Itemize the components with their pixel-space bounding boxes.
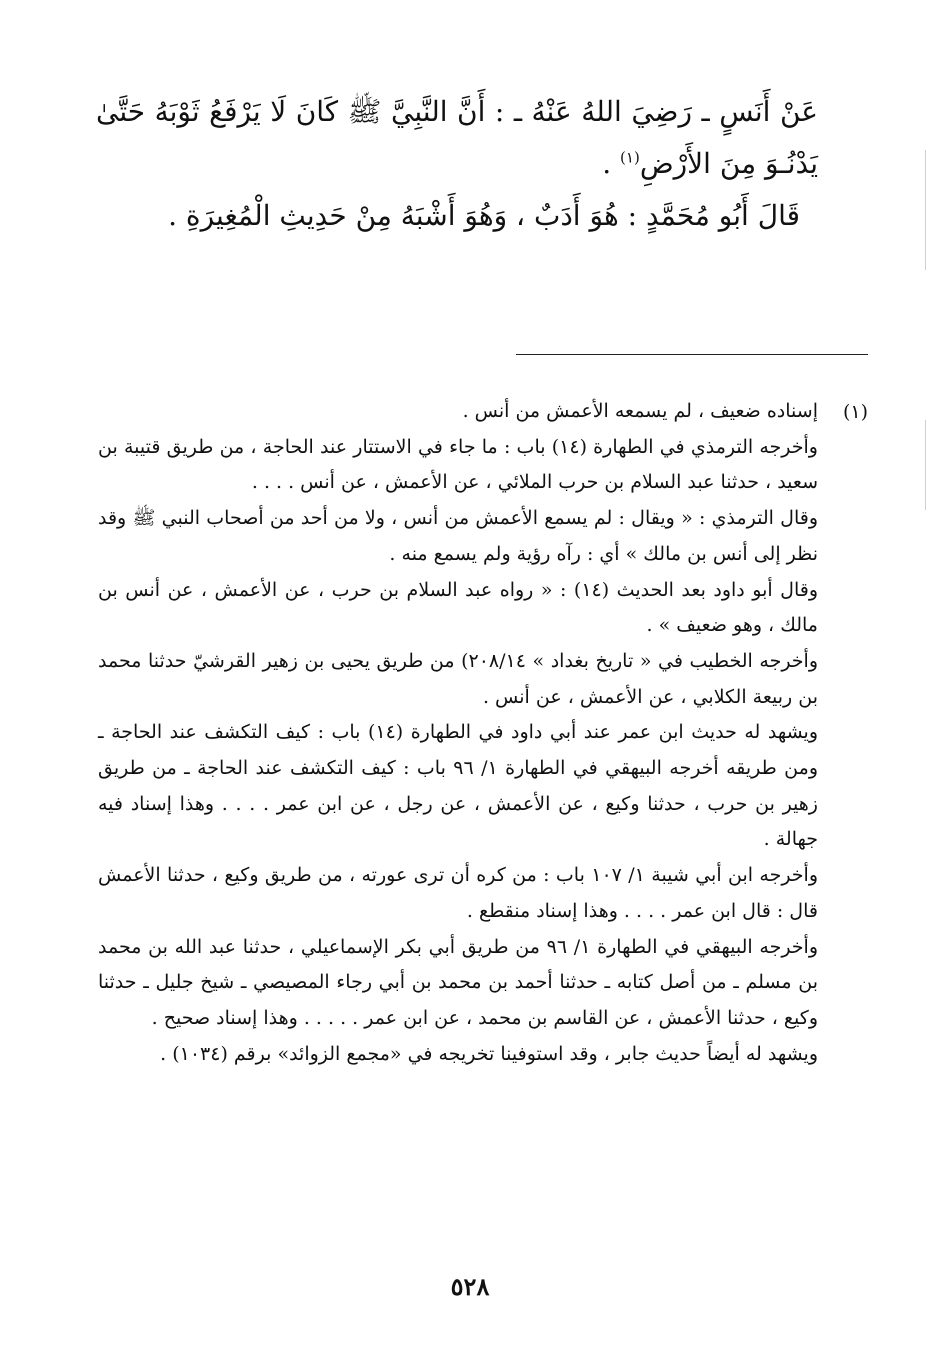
footnote-paragraph: وقال الترمذي : « ويقال : لم يسمع الأعمش من أنس ، ولا من أحد من أصحاب النبي ﷺ وقد نظر إلى أنس بن مالك » أي : رآه رؤية ولم يسمع منه . [98,507,818,565]
footnote-paragraph: وأخرجه البيهقي في الطهارة ١/ ٩٦ من طريق أبي بكر الإسماعيلي ، حدثنا عبد الله بن محمد بن مسلم ـ من أصل كتابه ـ حدثنا أحمد بن محمد بن أبي رجاء المصيصي ـ شيخ جليل ـ حدثنا وكيع ، حدثنا الأعمش ، عن القاسم بن محمد ، عن ابن عمر . . . . . وهذا إسناد صحيح . [98,935,818,1029]
hadith-paragraph [96,86,818,190]
hadith-end: . [602,147,621,180]
scan-margin-line [925,150,926,270]
footnote-separator [516,354,868,355]
footnotes-block [98,394,818,1072]
footnote-paragraph: وقال أبو داود بعد الحديث (١٤) : « رواه عبد السلام بن حرب ، عن الأعمش ، عن أنس بن مالك ، وهو ضعيف » . [98,578,819,637]
footnote-paragraph: وأخرجه الترمذي في الطهارة (١٤) باب : ما جاء في الاستتار عند الحاجة ، من طريق قتيبة بن سعيد ، حدثنا عبد السلام بن حرب الملائي ، عن الأعمش ، عن أنس . . . . [98,435,818,494]
hadith-text: عَنْ أَنَسٍ ـ رَضِيَ اللهُ عَنْهُ ـ : أَنَّ النَّبِيَّ ﷺ كَانَ لَا يَرْفَعُ ثَوْبَهُ حَتَّىٰ يَدْنُـوَ مِنَ الأَرْضِ [96,95,818,180]
footnote-paragraph: إسناده ضعيف ، لم يسمعه الأعمش من أنس . [462,400,818,422]
footnote-paragraph: ويشهد له حديث ابن عمر عند أبي داود في الطهارة (١٤) باب : كيف التكشف عند الحاجة ـ ومن طريقه أخرجه البيهقي في الطهارة ١/ ٩٦ باب : كيف التكشف عند الحاجة ـ من طريق زهير بن حرب ، حدثنا وكيع ، عن الأعمش ، عن رجل ، عن ابن عمر . . . . وهذا إسناد فيه جهالة . [98,721,819,851]
main-text [96,86,818,242]
footnote-number: (١) [842,401,868,423]
page-number: ٥٢٨ [450,1272,490,1301]
footnote-paragraph: ويشهد له أيضاً حديث جابر ، وقد استوفينا تخريجه في «مجمع الزوائد» برقم (١٠٣٤) . [160,1042,818,1065]
footnote-paragraph: وأخرجه الخطيب في « تاريخ بغداد » ٢٠٨/١٤) من طريق يحيى بن زهير القرشيّ حدثنا محمد بن ربيعة الكلابي ، عن الأعمش ، عن أنس . [98,649,818,708]
footnote-reference[interactable]: (١) [620,148,640,167]
footnote-paragraph: وأخرجه ابن أبي شيبة ١/ ١٠٧ باب : من كره أن ترى عورته ، من طريق وكيع ، حدثنا الأعمش قال : قال ابن عمر . . . . وهذا إسناد منقطع . [98,864,818,922]
scan-margin-line [925,420,926,510]
commentary-line: قَالَ أَبُو مُحَمَّدٍ : هُوَ أَدَبٌ ، وَهُوَ أَشْبَهُ مِنْ حَدِيثِ الْمُغِيرَةِ . [168,199,800,232]
